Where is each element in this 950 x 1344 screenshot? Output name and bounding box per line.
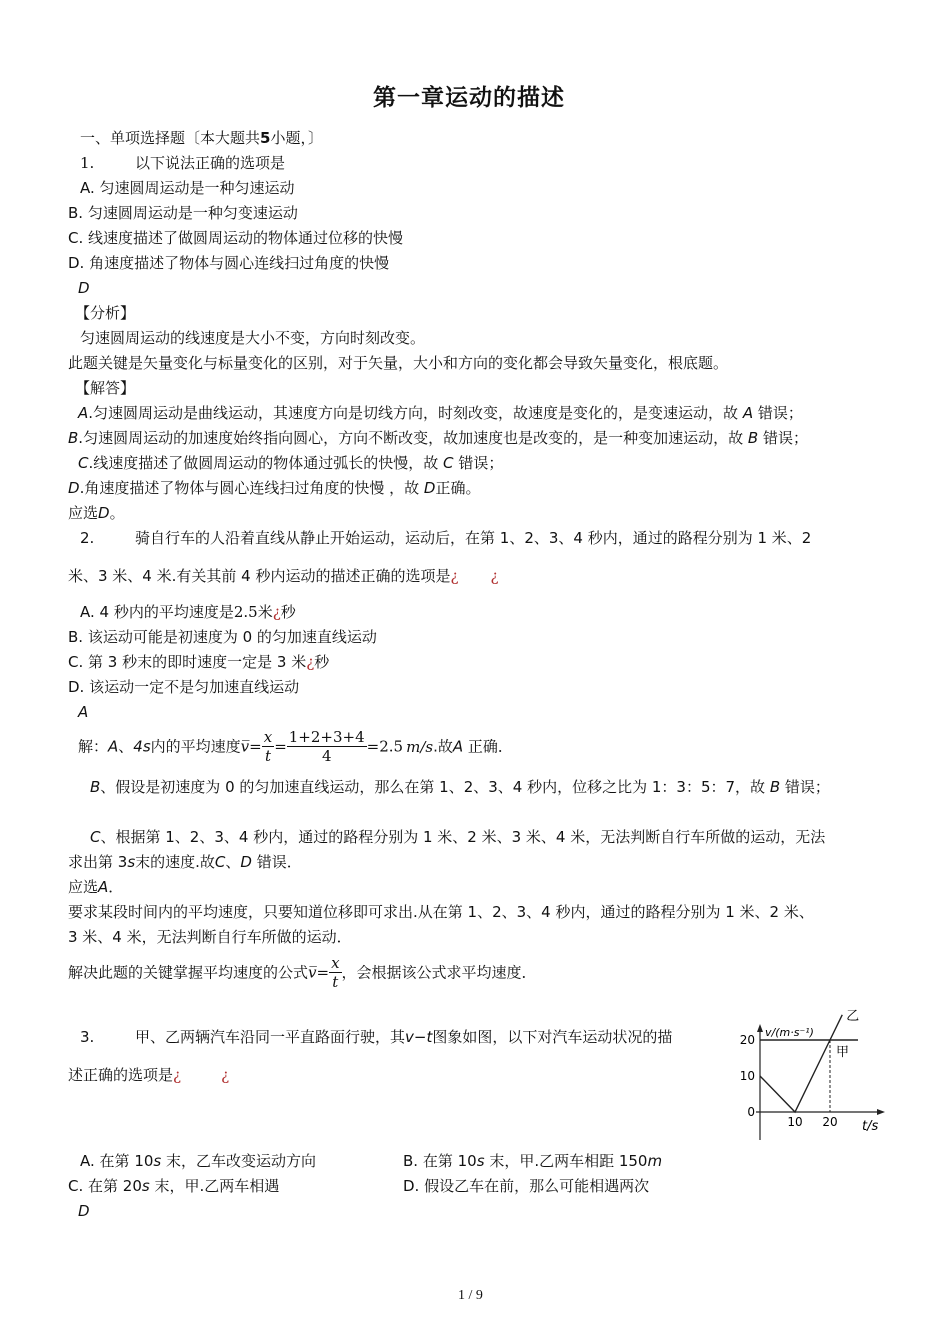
- option-text: 末，甲.乙两车相遇: [154, 1177, 280, 1195]
- blank-mark: ¿: [490, 567, 499, 585]
- option-text: 匀速圆周运动是一种匀速运动: [99, 179, 295, 197]
- q1-solution-line-a: [78, 403, 803, 423]
- q1-analysis-line: 此题关键是矢量变化与标量变化的区别，对于矢量，大小和方向的变化都会导致矢量变化，根底题。: [68, 354, 729, 372]
- q1-solution-label: 【解答】: [75, 379, 136, 397]
- solution-ref: C: [443, 454, 454, 472]
- x-axis-label: t/s: [862, 1119, 879, 1134]
- option-text: 末，乙车改变运动方向: [166, 1152, 317, 1170]
- option-letter: B.: [403, 1152, 419, 1170]
- option-unit: s: [476, 1152, 485, 1170]
- q2-solution-line3: [90, 827, 825, 847]
- solution-ref: B: [747, 429, 759, 447]
- q1-option-a: [80, 178, 295, 198]
- option-letter: D.: [68, 254, 85, 272]
- solution-ref: D: [423, 479, 436, 497]
- q3-stem-line2: [68, 1065, 229, 1085]
- solution-lead: A: [78, 404, 89, 422]
- option-text: 线速度描述了做圆周运动的物体通过位移的快慢: [88, 229, 404, 247]
- solution-ref: A: [742, 404, 754, 422]
- series-label-yi: 乙: [846, 1008, 860, 1024]
- option-text: 假设乙车在前，那么可能相遇两次: [424, 1177, 650, 1195]
- option-text: 角速度描述了物体与圆心连线扫过角度的快慢: [89, 254, 390, 272]
- key-text: ，会根据该公式求平均速度．: [341, 963, 537, 982]
- y-tick-label: 10: [739, 1069, 755, 1083]
- sol-tail: 错误；: [784, 778, 830, 796]
- y-axis-label: v/(m·s⁻¹): [765, 1026, 814, 1039]
- solution-tail: 错误；: [762, 429, 808, 447]
- sol-pre: 解：: [78, 737, 109, 756]
- option-text: 在第 10: [422, 1152, 477, 1170]
- sol-ref: B: [769, 778, 781, 796]
- sol-lead: B: [90, 778, 101, 796]
- y-axis-arrow: [757, 1024, 763, 1032]
- option-letter: A.: [80, 603, 95, 621]
- blank-mark: ¿: [272, 603, 281, 621]
- sol-text: 末的速度.故: [135, 853, 215, 871]
- q2-stem-line2: [68, 566, 499, 586]
- option-value: 2.5米: [233, 603, 273, 621]
- sol-ref: A: [452, 737, 464, 756]
- q2-option-c: [68, 652, 329, 672]
- q2-option-b: [68, 627, 377, 647]
- sol-text: 内的平均速度: [150, 737, 241, 756]
- q2-note-line1: 要求某段时间内的平均速度，只要知道位移即可求出.从在第 1、2、3、4 秒内，通过的路程分别为 1 米、2 米、: [68, 903, 814, 921]
- q3-stem-line1: [135, 1027, 672, 1047]
- sol-end: 正确．: [467, 737, 513, 756]
- option-text: 该运动可能是初速度为 0 的匀加速直线运动: [87, 628, 377, 646]
- option-letter: A.: [80, 1152, 95, 1170]
- option-text: 4 秒内的平均速度是: [99, 603, 234, 621]
- sol-text: 、假设是初速度为 0 的匀加速直线运动，那么在第 1、2、3、4 秒内，位移之比为 1：3：5：7，故: [100, 778, 766, 796]
- q2-solution-line2: [90, 777, 830, 797]
- fraction-denominator: 4: [321, 747, 332, 765]
- q1-solution-line-c: [78, 453, 503, 473]
- fraction-numerator: x: [331, 954, 340, 972]
- sol-text: 求出第 3: [68, 853, 128, 871]
- x-axis-arrow: [877, 1109, 885, 1115]
- stem-symbol: v−t: [405, 1028, 433, 1046]
- q1-solution-line-b: [68, 428, 808, 448]
- q3-option-d: [403, 1176, 649, 1196]
- q2-solution-line4: [68, 852, 302, 872]
- option-letter: B.: [68, 204, 84, 222]
- q3-answer: D: [78, 1202, 90, 1220]
- q1-analysis-line: 匀速圆周运动的线速度是大小不变，方向时刻改变。: [80, 329, 426, 347]
- fraction-numerator: 1+2+3+4: [288, 728, 365, 746]
- section-heading-text: 一、单项选择题〔本大题共: [80, 129, 261, 147]
- stem-text: 述正确的选项是: [68, 1066, 174, 1084]
- fraction-numerator: x: [263, 728, 273, 746]
- solution-tail: 正确。: [435, 479, 481, 497]
- blank-mark: ¿: [221, 1066, 230, 1084]
- option-letter: D.: [403, 1177, 420, 1195]
- q2-note-line2: 3 米、4 米，无法判断自行车所做的运动．: [68, 928, 352, 946]
- q2-option-a: [80, 602, 296, 622]
- conclusion-post: 。: [109, 504, 125, 522]
- formula-vbar: v̅=: [308, 963, 330, 982]
- option-text: 在第 10: [99, 1152, 154, 1170]
- solution-text: .角速度描述了物体与圆心连线扫过角度的快慢 ，故: [79, 479, 420, 497]
- x-tick-label: 20: [822, 1115, 838, 1129]
- section-heading-tail: 小题，〕: [270, 129, 323, 147]
- option-text: 第 3 秒末的即时速度一定是 3 米: [88, 653, 307, 671]
- q2-answer: A: [78, 703, 89, 721]
- q1-option-d: [68, 253, 389, 273]
- sol-sep: 、: [118, 737, 134, 756]
- option-unit: 秒: [280, 603, 296, 621]
- sol-ref: C: [214, 853, 226, 871]
- solution-lead: D: [68, 479, 80, 497]
- option-unit: s: [153, 1152, 162, 1170]
- solution-text: .线速度描述了做圆周运动的物体通过弧长的快慢，故: [88, 454, 439, 472]
- q1-option-c: [68, 228, 403, 248]
- option-unit: m: [647, 1152, 663, 1170]
- sol-text: 、根据第 1、2、3、4 秒内，通过的路程分别为 1 米、2 米、3 米、4 米，无法判断自行车所做的运动，无法: [100, 828, 826, 846]
- q3-option-a: [80, 1151, 316, 1171]
- sol-unit: s: [127, 853, 136, 871]
- series-label-jia: 甲: [836, 1045, 850, 1060]
- option-letter: B.: [68, 628, 84, 646]
- conclusion-post: ．: [108, 878, 124, 896]
- section-heading: [80, 128, 323, 148]
- solution-tail: 错误；: [458, 454, 504, 472]
- q3-option-c: [68, 1176, 279, 1196]
- option-letter: D.: [68, 678, 85, 696]
- conclusion-answer: A: [98, 878, 109, 896]
- blank-mark: ¿: [173, 1066, 182, 1084]
- sol-time: 4s: [133, 737, 151, 756]
- q1-option-b: [68, 203, 298, 223]
- formula-fraction: [287, 728, 367, 765]
- stem-text: 米、3 米、4 米.有关其前 4 秒内运动的描述正确的选项是: [68, 567, 451, 585]
- conclusion-answer: D: [98, 504, 110, 522]
- page-number: 1 / 9: [458, 1288, 483, 1303]
- q2-number: 2.: [80, 529, 95, 547]
- option-unit: 秒: [314, 653, 330, 671]
- fraction-denominator: t: [332, 973, 339, 991]
- q2-option-d: [68, 677, 299, 697]
- q1-conclusion: [68, 503, 125, 523]
- q1-answer: D: [78, 279, 90, 297]
- fraction-denominator: t: [264, 747, 271, 765]
- sol-ref: A: [108, 737, 119, 756]
- q1-solution-line-d: [68, 478, 480, 498]
- solution-lead: B: [68, 429, 79, 447]
- formula-fraction: [329, 954, 341, 991]
- solution-text: .匀速圆周运动的加速度始终指向圆心，方向不断改变，故加速度也是改变的，是一种变加速运动，故: [78, 429, 744, 447]
- sol-lead: C: [90, 828, 101, 846]
- option-text: 匀速圆周运动是一种匀变速运动: [87, 204, 298, 222]
- q2-key-formula: [68, 954, 537, 991]
- blank-mark: ¿: [306, 653, 315, 671]
- vt-graph: [735, 1008, 895, 1150]
- stem-text: 甲、乙两辆汽车沿同一平直路面行驶，其: [135, 1028, 406, 1046]
- sol-sep: 、: [225, 853, 241, 871]
- option-letter: C.: [68, 653, 84, 671]
- q1-stem: 以下说法正确的选项是: [135, 154, 286, 172]
- solution-text: .匀速圆周运动是曲线运动，其速度方向是切线方向，时刻改变，故速度是变化的，是变速运动，故: [88, 404, 739, 422]
- option-letter: C.: [68, 1177, 84, 1195]
- y-tick-label: 20: [739, 1033, 755, 1047]
- q3-number: 3.: [80, 1028, 95, 1046]
- formula-result: =2.5: [366, 737, 404, 756]
- origin-label: 0: [747, 1105, 755, 1119]
- conclusion-pre: 应选: [68, 878, 99, 896]
- q2-conclusion: [68, 877, 123, 897]
- option-unit: s: [141, 1177, 150, 1195]
- sol-tail: 错误．: [256, 853, 302, 871]
- stem-text: 图象如图，以下对汽车运动状况的描: [432, 1028, 673, 1046]
- x-tick-label: 10: [787, 1115, 803, 1129]
- formula-vbar: v̅=: [240, 737, 262, 756]
- sol-tail: .故: [433, 737, 453, 756]
- sol-ref: D: [240, 853, 252, 871]
- option-text: 在第 20: [88, 1177, 142, 1195]
- q2-stem-line1: 骑自行车的人沿着直线从静止开始运动，运动后，在第 1、2、3、4 秒内，通过的路程分别为 1 米、2: [135, 529, 812, 547]
- page-title: 第一章运动的描述: [373, 85, 565, 111]
- q3-option-b: [403, 1151, 662, 1171]
- key-text: 解决此题的关键掌握平均速度的公式: [68, 963, 309, 982]
- q1-number: 1.: [80, 154, 95, 172]
- formula-equals: =: [274, 737, 287, 756]
- option-text: 该运动一定不是匀加速直线运动: [89, 678, 300, 696]
- q2-solution-line1: [78, 728, 513, 765]
- option-letter: C.: [68, 229, 84, 247]
- conclusion-pre: 应选: [68, 504, 99, 522]
- q1-analysis-label: 【分析】: [75, 304, 136, 322]
- solution-tail: 错误；: [757, 404, 803, 422]
- blank-mark: ¿: [450, 567, 459, 585]
- formula-unit: m/s: [406, 737, 434, 756]
- section-count: 5: [260, 129, 271, 147]
- solution-lead: C: [78, 454, 89, 472]
- option-text: 末，甲.乙两车相距 150: [489, 1152, 648, 1170]
- formula-fraction: [262, 728, 274, 765]
- option-letter: A.: [80, 179, 95, 197]
